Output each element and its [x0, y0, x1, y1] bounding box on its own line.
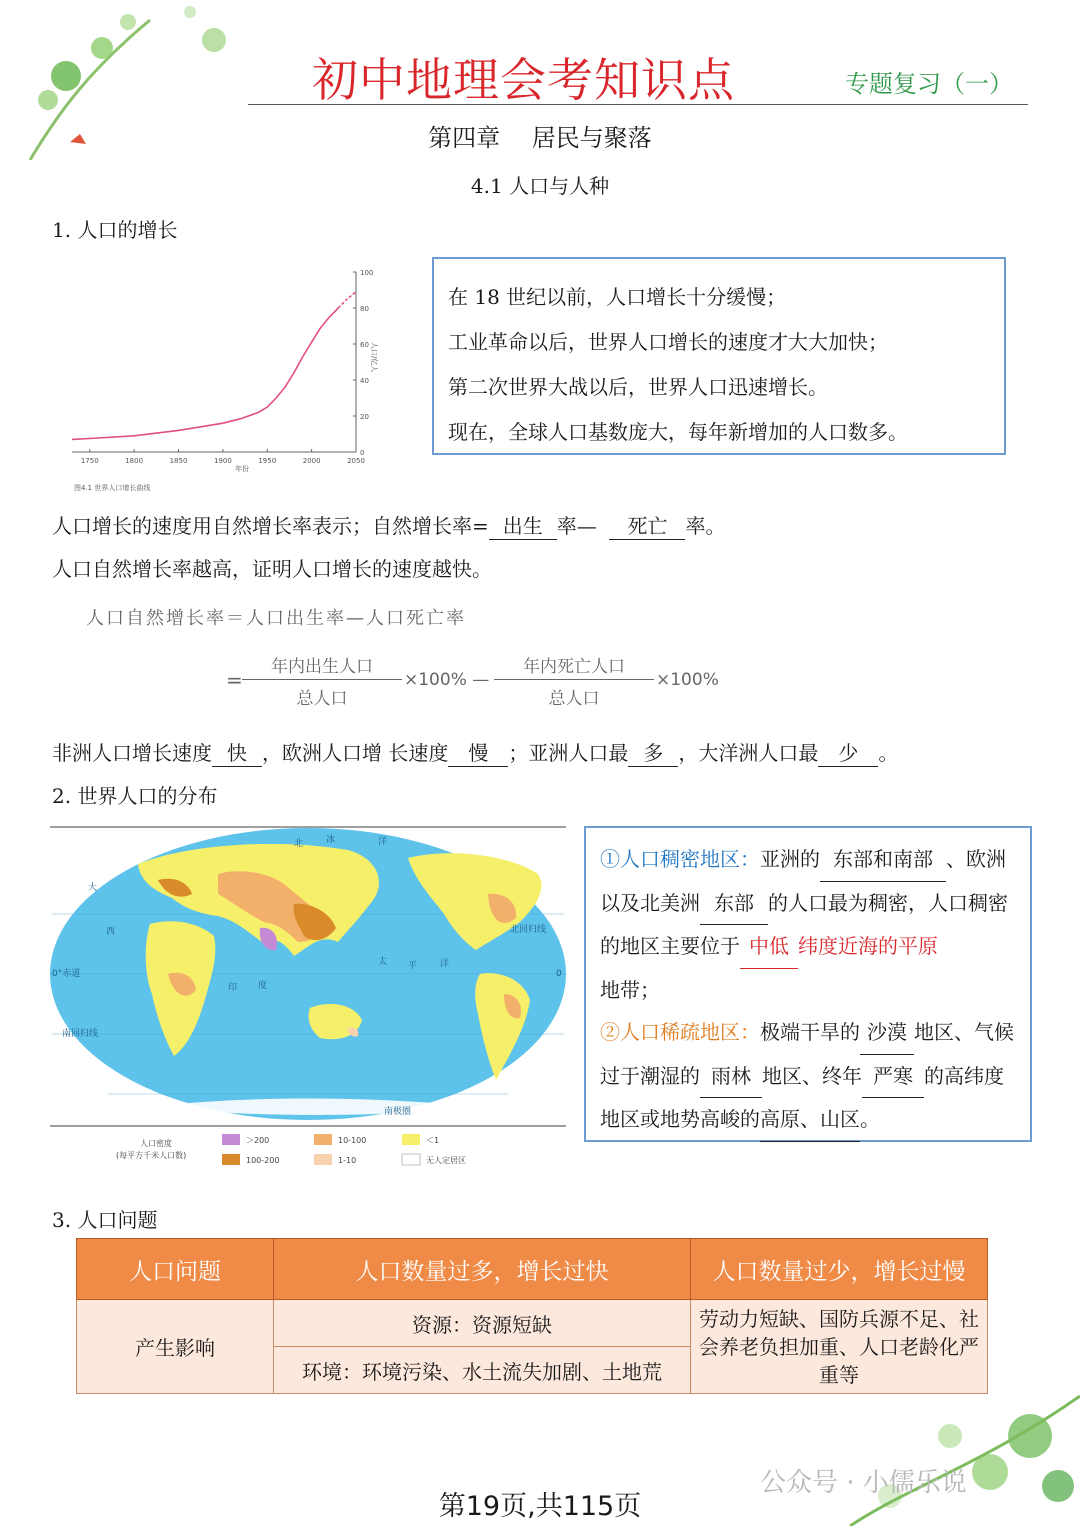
rate-definition-line: [52, 510, 725, 540]
page-footer: 第19页,共115页: [438, 1491, 642, 1522]
table-cell: 劳动力短缺、国防兵源不足、社会养老负担加重、人口老龄化严重等: [691, 1300, 988, 1394]
blank-cold: 严寒: [862, 1055, 924, 1099]
formula-mul2: ×100%: [656, 670, 719, 690]
blank-europe: 慢: [448, 737, 508, 767]
y-tick-label: 40: [360, 377, 369, 385]
speed-text: ；亚洲人口最: [508, 741, 629, 765]
sparse-text: 。: [860, 1107, 880, 1131]
blank-africa: 快: [212, 737, 262, 767]
svg-text:10-100: 10-100: [338, 1136, 367, 1145]
rate-mid: 率—: [556, 514, 597, 538]
blank-oceania: 少: [818, 737, 878, 767]
svg-text:0°赤道: 0°赤道: [52, 969, 81, 979]
blank-plateau: 高原、山区: [760, 1098, 860, 1142]
blank-na-east: 东部: [700, 882, 768, 926]
header-rule: [248, 104, 1028, 105]
formula-line1: 人口自然增长率＝人口出生率—人口死亡率: [86, 608, 466, 629]
blank-birth: 出生: [489, 510, 557, 540]
sparse-text: 地区、终年: [762, 1063, 862, 1088]
heading-population-distribution: 2. 世界人口的分布: [52, 784, 218, 808]
svg-text:人口密度: 人口密度: [140, 1139, 172, 1148]
series-line-实际: [72, 308, 338, 439]
population-problems-table: [76, 1238, 988, 1394]
svg-text:印: 印: [228, 983, 238, 993]
blank-mid-low: 中低: [740, 925, 798, 969]
y-axis-label: 人口/亿人: [370, 342, 378, 373]
dense-text-red: 纬度近海的平原: [798, 934, 938, 958]
x-tick-label: 1900: [213, 457, 232, 465]
box-line: 第二次世界大战以后，世界人口迅速增长。: [448, 375, 828, 399]
x-tick-label: 1950: [258, 457, 277, 465]
section-heading: 4.1 人口与人种: [470, 174, 610, 198]
x-tick-label: 1850: [169, 457, 188, 465]
watermark: 公众号 · 小儒乐说: [760, 1468, 967, 1498]
dense-label: ①人口稠密地区：: [600, 847, 760, 871]
page-title: 初中地理会考知识点: [312, 53, 735, 107]
sparse-label: ②人口稀疏地区：: [600, 1020, 760, 1044]
svg-text:无人定居区: 无人定居区: [426, 1156, 466, 1165]
formula-den1: 总人口: [296, 689, 348, 709]
speed-text: 。: [878, 741, 899, 765]
growth-history-box: [432, 257, 1006, 455]
dense-text: 、欧洲以及北美洲: [600, 847, 1006, 915]
table-header: 人口数量过多，增长过快: [274, 1239, 691, 1300]
blank-desert: 沙漠: [860, 1011, 914, 1055]
y-tick-label: 0: [360, 449, 365, 457]
formula-num1: 年内出生人口: [242, 652, 402, 680]
formula-den2: 总人口: [548, 689, 600, 709]
svg-text:(每平方千米人口数): (每平方千米人口数): [116, 1151, 187, 1160]
table-row: [77, 1300, 988, 1347]
speed-text: 非洲人口增长速度: [52, 741, 212, 765]
svg-text:大: 大: [88, 883, 98, 893]
series-line-预测: [338, 292, 356, 308]
page-subtitle: 专题复习（一）: [845, 70, 1013, 98]
sparse-text: 极端干旱的: [760, 1020, 860, 1044]
chart-caption: 图4.1 世界人口增长曲线: [74, 484, 151, 492]
table-cell: 环境：环境污染、水土流失加剧、土地荒: [274, 1347, 691, 1394]
rate-note: 人口自然增长率越高，证明人口增长的速度越快。: [52, 557, 492, 581]
blank-rainforest: 雨林: [700, 1055, 762, 1099]
x-tick-label: 2000: [302, 457, 321, 465]
distribution-box: [584, 826, 1032, 1142]
svg-text:洋: 洋: [440, 959, 450, 969]
y-tick-label: 60: [360, 341, 369, 349]
svg-text:＜1: ＜1: [426, 1136, 440, 1145]
dense-text: 亚洲的: [760, 847, 820, 871]
box-line: 现在，全球人口基数庞大，每年新增加的人口数多。: [448, 420, 908, 444]
y-tick-label: 80: [360, 305, 369, 313]
box-line: 工业革命以后，世界人口增长的速度才大大加快；: [448, 330, 888, 354]
x-axis-label: 年份: [235, 465, 250, 473]
table-header: 人口问题: [77, 1239, 274, 1300]
formula-mul1: ×100% —: [404, 670, 490, 690]
svg-text:西: 西: [106, 927, 116, 937]
svg-text:＞200: ＞200: [246, 1136, 270, 1145]
blank-asia: 多: [628, 737, 678, 767]
y-tick-label: 20: [360, 413, 369, 421]
continent-speed-line: [52, 737, 898, 767]
population-growth-chart: [60, 262, 400, 494]
dense-text: 的人口最为稠密，人口稠密的地区主要位于: [600, 890, 1008, 958]
svg-text:冰: 冰: [326, 835, 336, 845]
y-tick-label: 100: [360, 269, 374, 277]
heading-population-problems: 3. 人口问题: [52, 1208, 158, 1232]
rate-suffix: 率。: [685, 514, 726, 538]
x-tick-label: 1750: [80, 457, 99, 465]
svg-text:南回归线: 南回归线: [62, 1029, 99, 1039]
svg-text:北: 北: [294, 839, 304, 849]
blank-asia-east-south: 东部和南部: [820, 838, 946, 882]
x-tick-label: 1800: [125, 457, 144, 465]
formula-num2: 年内死亡人口: [494, 652, 654, 680]
speed-text: ，欧洲人口增 长速度: [262, 741, 449, 765]
x-tick-label: 2050: [347, 457, 365, 465]
svg-text:洋: 洋: [378, 837, 388, 847]
sparse-text: 地区、气候过于潮湿的: [600, 1020, 1014, 1088]
formula-eq: =: [226, 668, 243, 692]
table-header: 人口数量过少，增长过慢: [691, 1239, 988, 1300]
svg-text:100-200: 100-200: [246, 1156, 280, 1165]
dense-text: 地带；: [600, 977, 660, 1002]
svg-text:度: 度: [258, 981, 268, 991]
table-header-row: [77, 1239, 988, 1300]
heading-population-growth: 1. 人口的增长: [52, 218, 178, 242]
speed-text: ，大洋洲人口最: [678, 741, 819, 765]
table-cell: 资源：资源短缺: [274, 1300, 691, 1347]
svg-text:1-10: 1-10: [338, 1156, 357, 1165]
box-line: 在 18 世纪以前，人口增长十分缓慢；: [448, 285, 787, 309]
chapter-heading: 第四章 居民与聚落: [428, 124, 652, 152]
sparse-text: 的高纬度地区或地势高峻的: [600, 1063, 1004, 1131]
world-population-density-map: [48, 824, 568, 1174]
table-row-label: 产生影响: [77, 1300, 274, 1394]
rate-prefix: 人口增长的速度用自然增长率表示；自然增长率=: [52, 514, 489, 538]
svg-text:南极圈: 南极圈: [384, 1107, 412, 1117]
svg-text:0: 0: [556, 969, 562, 979]
blank-death: 死亡: [609, 510, 685, 540]
svg-text:北回归线: 北回归线: [510, 925, 547, 935]
svg-text:平: 平: [408, 961, 418, 971]
svg-text:太: 太: [378, 957, 388, 967]
